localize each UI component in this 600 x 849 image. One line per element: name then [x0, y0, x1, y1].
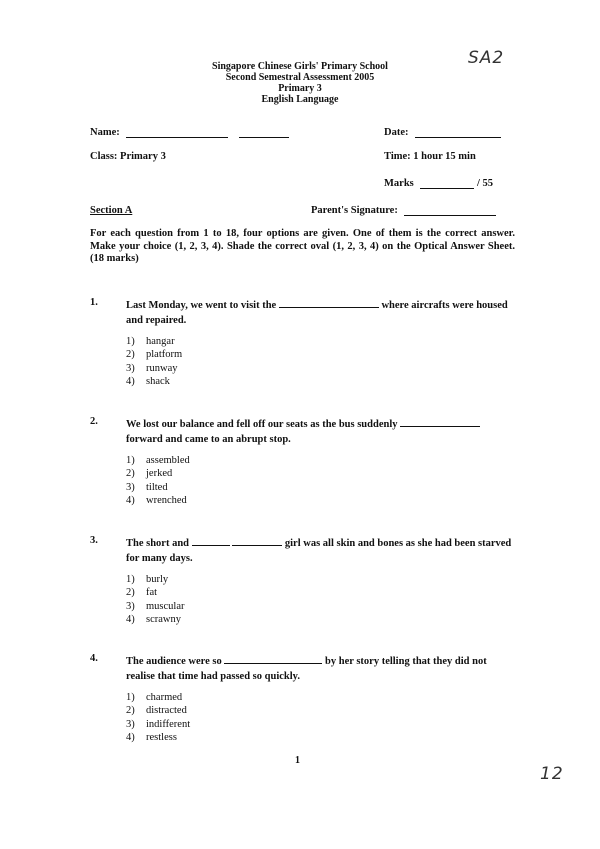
question-text-after: forward and came to an abrupt stop. [126, 434, 291, 445]
option-item: 4) wrenched [126, 494, 187, 506]
option-item: 2) jerked [126, 468, 173, 480]
time-label: Time: 1 hour 15 min [384, 151, 476, 162]
option-item: 1) burly [126, 574, 169, 585]
name-line-2 [239, 127, 289, 138]
option-item: 4) scrawny [126, 613, 181, 625]
exam-header [150, 61, 450, 105]
marks-total: / 55 [477, 178, 494, 189]
option-item: 3) tilted [126, 481, 168, 493]
level-title: Primary 3 [278, 83, 322, 94]
question-text [126, 535, 518, 566]
options-list [126, 691, 190, 744]
option-item: 2) fat [126, 587, 158, 599]
question-number: 3. [90, 535, 98, 546]
option-item: 1) charmed [126, 692, 183, 703]
question-number: 4. [90, 653, 98, 664]
handwritten-note-sa2: SA2 [468, 48, 505, 68]
question-text [126, 297, 518, 328]
question-text-before: We lost our balance and fell off our seats as the bus suddenly [126, 419, 398, 430]
school-name: Singapore Chinese Girls' Primary School [212, 61, 388, 72]
question-text [126, 653, 518, 684]
options-list [126, 454, 190, 507]
handwritten-page-count: 12 [540, 764, 564, 784]
marks-label: Marks [384, 178, 414, 189]
parent-signature-field [311, 205, 496, 216]
question-text-before: The short and [126, 538, 190, 549]
date-label: Date: [384, 127, 409, 138]
option-item: 2) platform [126, 349, 183, 361]
option-item: 3) indifferent [126, 718, 191, 730]
answer-blank [192, 535, 230, 546]
answer-blank-2 [232, 535, 282, 546]
name-line [126, 127, 228, 138]
question-text [126, 416, 518, 447]
instructions: For each question from 1 to 18, four options are given. One of them is the correct answer. Make your choice (1, 2, 3, 4). Shade the correct oval (1, 2, 3, 4) on the Optical Answer Sheet. (18 marks) [90, 228, 515, 264]
question-text-before: Last Monday, we went to visit the [126, 300, 277, 311]
name-label: Name: [90, 127, 120, 138]
question-text-after: girl was all skin and bones as she had been starved for many days. [126, 538, 512, 564]
option-item: 3) runway [126, 362, 178, 374]
option-item: 3) muscular [126, 600, 185, 612]
question-number: 2. [90, 416, 98, 427]
date-field [384, 127, 501, 138]
options-list [126, 335, 182, 388]
answer-blank [279, 297, 379, 308]
section-heading: Section A [90, 205, 133, 216]
question-text-before: The audience were so [126, 656, 222, 667]
option-item: 4) restless [126, 731, 177, 743]
options-list [126, 573, 185, 626]
class-label: Class: Primary 3 [90, 151, 166, 162]
option-item: 1) hangar [126, 336, 175, 347]
answer-blank [400, 416, 480, 427]
parent-signature-label: Parent's Signature: [311, 205, 398, 216]
name-field [90, 127, 289, 138]
question-text-after: where aircrafts were housed and repaired. [126, 300, 508, 326]
assessment-title: Second Semestral Assessment 2005 [225, 72, 375, 83]
date-line [415, 127, 501, 138]
answer-blank [224, 653, 322, 664]
marks-line [420, 178, 474, 189]
page-number: 1 [295, 755, 300, 766]
marks-field [384, 178, 493, 189]
option-item: 4) shack [126, 375, 170, 387]
subject-title: English Language [261, 94, 339, 105]
parent-signature-line [404, 205, 496, 216]
question-text-after: by her story telling that they did not realise that time had passed so quickly. [126, 656, 487, 682]
option-item: 2) distracted [126, 705, 187, 717]
option-item: 1) assembled [126, 455, 190, 466]
question-number: 1. [90, 297, 98, 308]
